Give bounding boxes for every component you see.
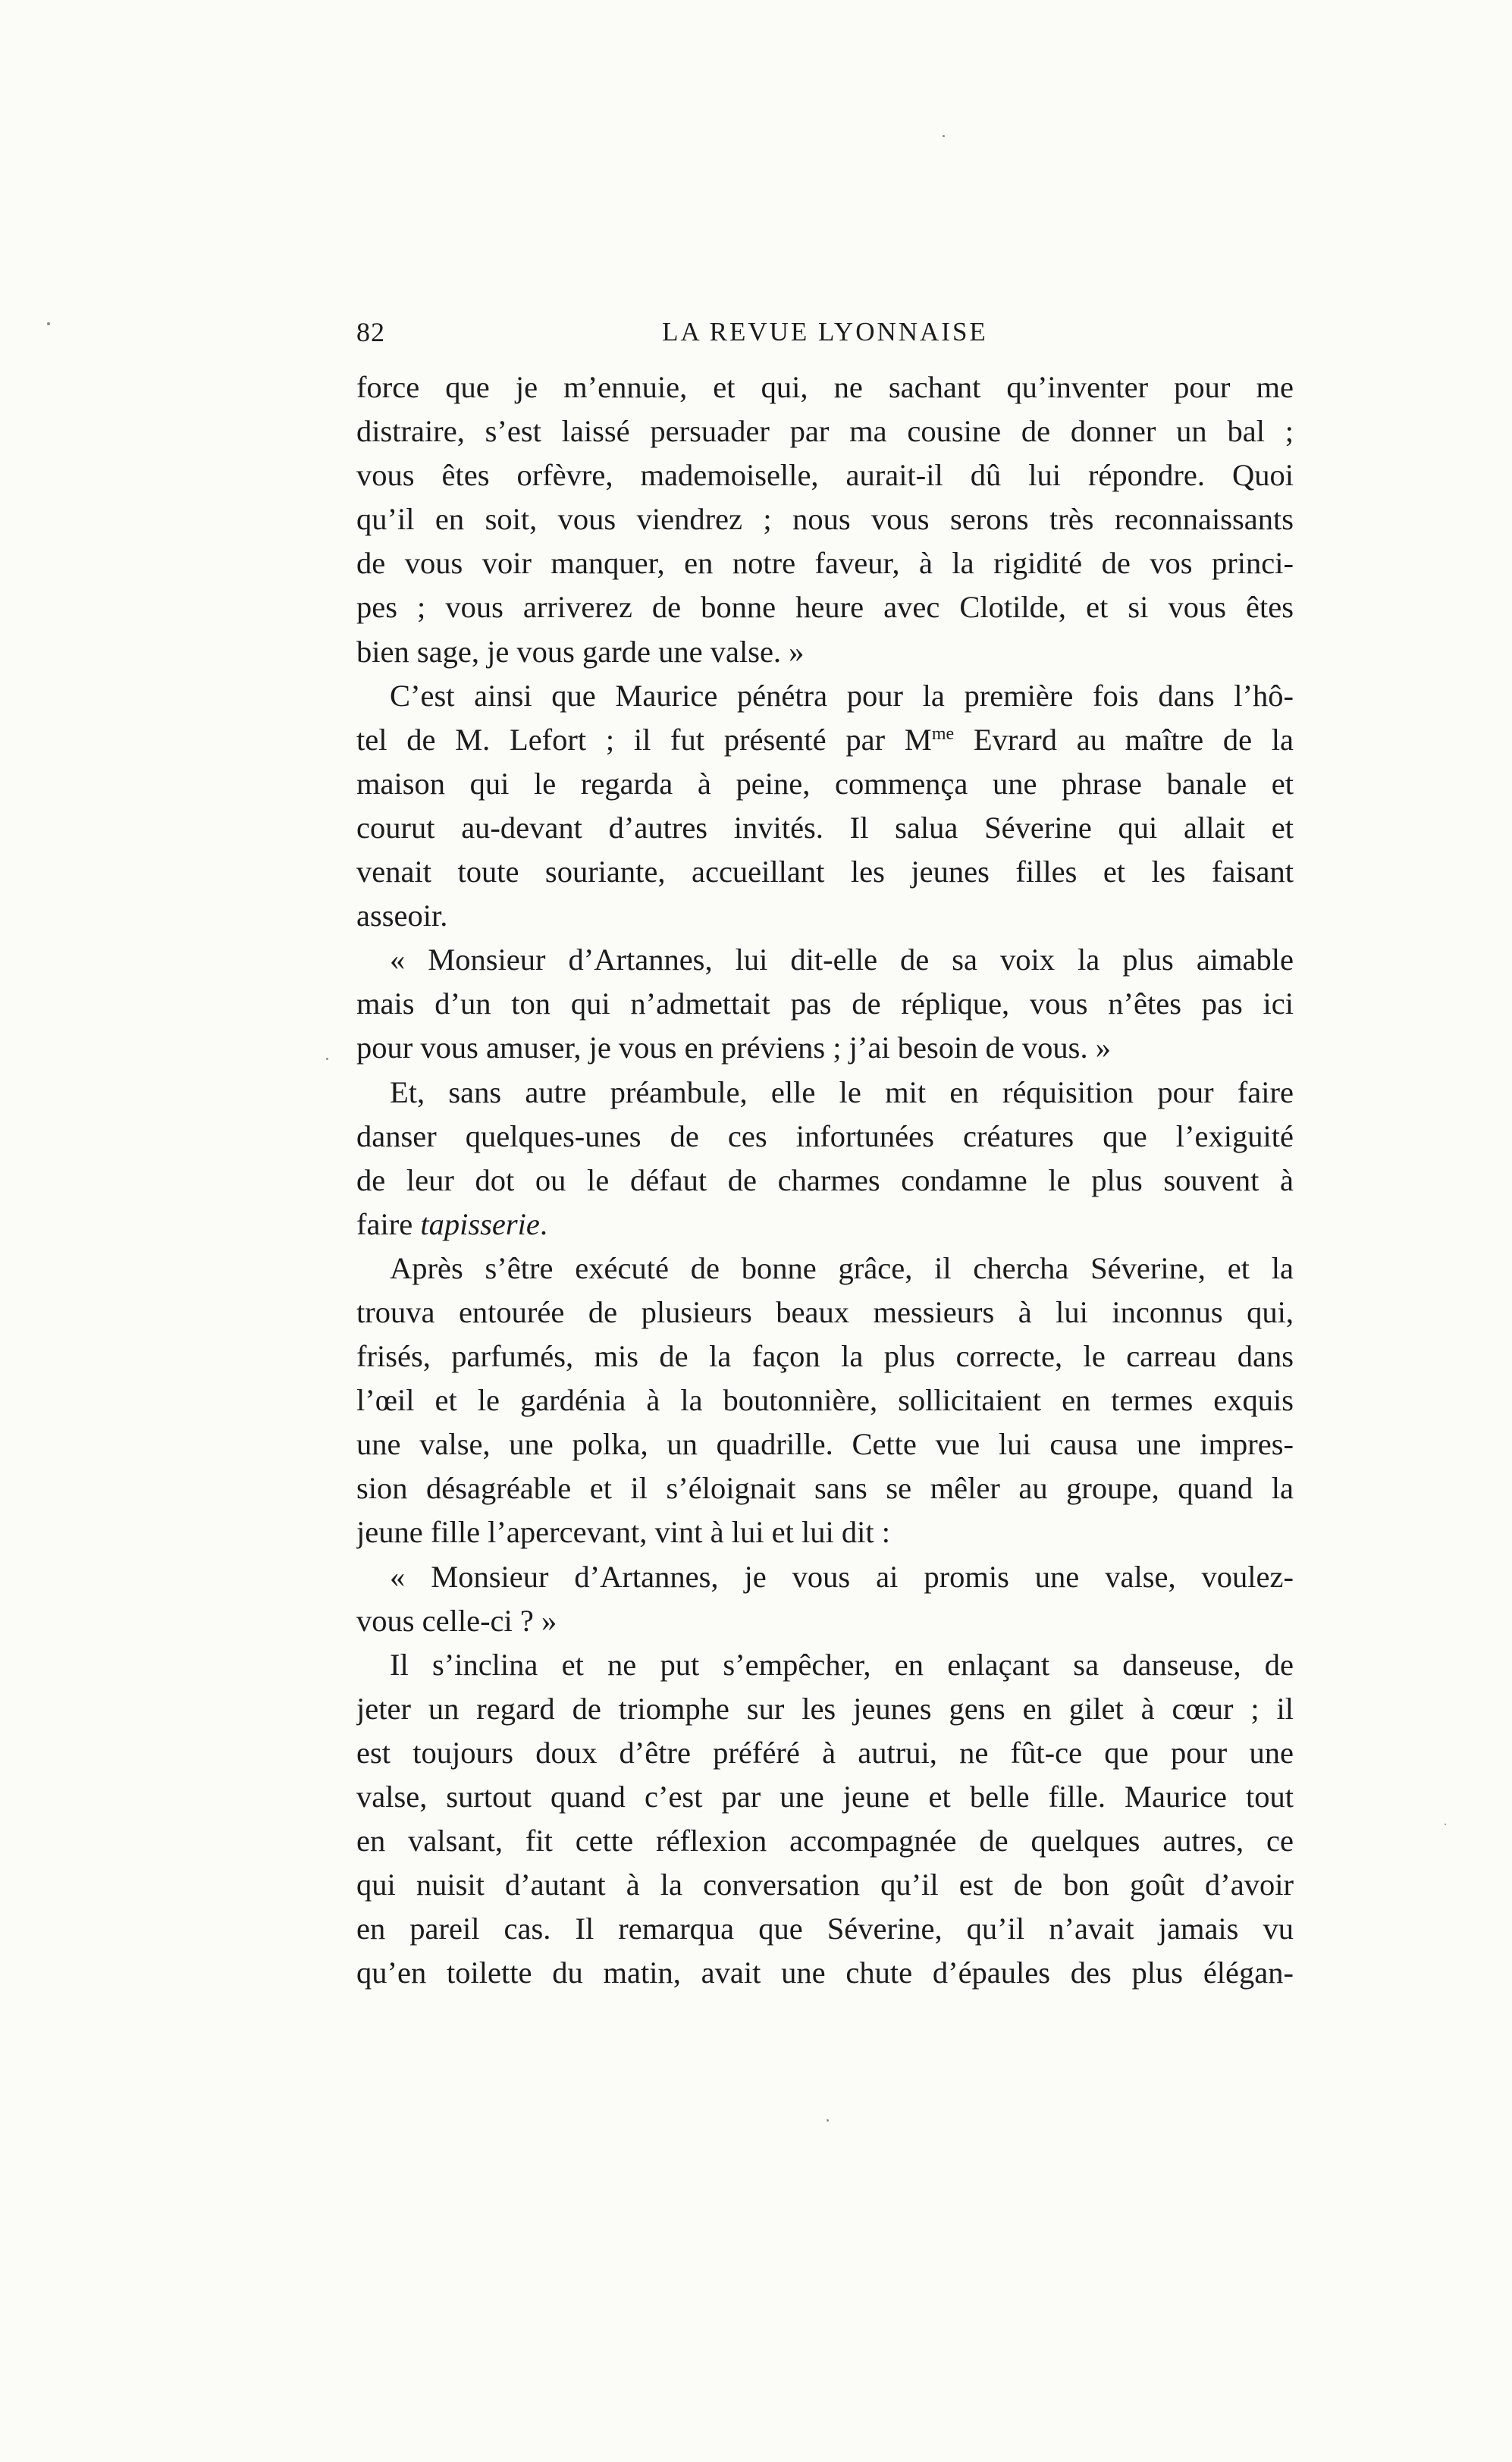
paper-speck xyxy=(943,135,945,137)
superscript-abbreviation: me xyxy=(931,723,955,744)
text-line: trouva entourée de plusieurs beaux messieurs à lui inconnus qui, xyxy=(356,1294,1294,1329)
text-line: qu’en toilette du matin, avait une chute d’épaules des plus élégan- xyxy=(356,1955,1294,1990)
page-number: 82 xyxy=(356,317,385,347)
page-header xyxy=(356,309,1294,355)
text-line: courut au-devant d’autres invités. Il salua Séverine qui allait et xyxy=(356,810,1294,845)
running-title: LA REVUE LYONNAISE xyxy=(662,317,988,347)
text-line: en pareil cas. Il remarqua que Séverine, qu’il n’avait jamais vu xyxy=(356,1912,1294,1946)
text-line: pes ; vous arriverez de bonne heure avec Clotilde, et si vous êtes xyxy=(356,590,1294,625)
text-line: une valse, une polka, un quadrille. Cette vue lui causa une impres- xyxy=(356,1427,1294,1462)
text-line: Après s’être exécuté de bonne grâce, il chercha Séverine, et la xyxy=(390,1250,1294,1285)
text-line: venait toute souriante, accueillant les jeunes filles et les faisant xyxy=(356,855,1294,889)
text-line: de leur dot ou le défaut de charmes condamne le plus souvent à xyxy=(356,1162,1294,1197)
paper-speck xyxy=(326,1058,328,1060)
text-line: asseoir. xyxy=(356,899,448,933)
text-line: danser quelques-unes de ces infortunées créatures que l’exiguité xyxy=(356,1118,1294,1153)
text-line: qu’il en soit, vous viendrez ; nous vous serons très reconnaissants xyxy=(356,502,1294,537)
text-line: de vous voir manquer, en notre faveur, à la rigidité de vos princi- xyxy=(356,546,1294,581)
text-fragment: tel de M. Lefort ; il fut présenté par M xyxy=(356,722,932,757)
text-line: « Monsieur d’Artannes, lui dit-elle de sa voix la plus aimable xyxy=(390,942,1294,977)
text-line: jeter un regard de triomphe sur les jeunes gens en gilet à cœur ; il xyxy=(356,1691,1294,1726)
text-line: bien sage, je vous garde une valse. » xyxy=(356,634,805,669)
text-fragment: faire xyxy=(356,1206,421,1241)
text-fragment: Evrard au maître de la xyxy=(954,722,1294,757)
italic-word: tapisserie xyxy=(420,1206,540,1241)
text-line: vous celle-ci ? » xyxy=(356,1603,557,1638)
text-line: valse, surtout quand c’est par une jeune et belle fille. Maurice tout xyxy=(356,1780,1294,1814)
paper-speck xyxy=(827,2119,829,2122)
text-line: jeune fille l’apercevant, vint à lui et lui dit : xyxy=(356,1515,891,1550)
body-text xyxy=(356,365,1294,1995)
text-line: mais d’un ton qui n’admettait pas de réplique, vous n’êtes pas ici xyxy=(356,986,1294,1021)
text-line: qui nuisit d’autant à la conversation qu’il est de bon goût d’avoir xyxy=(356,1868,1294,1902)
text-line: force que je m’ennuie, et qui, ne sachant qu’inventer pour me xyxy=(356,370,1294,404)
text-line: frisés, parfumés, mis de la façon la plus correcte, le carreau dans xyxy=(356,1339,1294,1374)
text-line: vous êtes orfèvre, mademoiselle, aurait-il dû lui répondre. Quoi xyxy=(356,458,1294,493)
text-line: « Monsieur d’Artannes, je vous ai promis une valse, voulez- xyxy=(390,1559,1294,1594)
text-line: l’œil et le gardénia à la boutonnière, sollicitaient en termes exquis xyxy=(356,1383,1294,1418)
paper-speck xyxy=(1445,1824,1446,1825)
text-line: maison qui le regarda à peine, commença une phrase banale et xyxy=(356,766,1294,801)
text-line: distraire, s’est laissé persuader par ma cousine de donner un bal ; xyxy=(356,414,1294,449)
text-fragment: . xyxy=(539,1206,547,1241)
text-line: C’est ainsi que Maurice pénétra pour la première fois dans l’hô- xyxy=(390,678,1294,713)
text-line: Il s’inclina et ne put s’empêcher, en enlaçant sa danseuse, de xyxy=(390,1647,1294,1682)
text-line: est toujours doux d’être préféré à autrui, ne fût-ce que pour une xyxy=(356,1735,1294,1770)
text-line: pour vous amuser, je vous en préviens ; j’ai besoin de vous. » xyxy=(356,1030,1111,1065)
paper-speck xyxy=(47,322,50,325)
text-line: Et, sans autre préambule, elle le mit en réquisition pour faire xyxy=(390,1074,1294,1109)
text-line: en valsant, fit cette réflexion accompagnée de quelques autres, ce xyxy=(356,1824,1294,1858)
text-line: sion désagréable et il s’éloignait sans se mêler au groupe, quand la xyxy=(356,1471,1294,1506)
text-line xyxy=(356,1203,1294,1247)
text-line xyxy=(356,718,1294,762)
